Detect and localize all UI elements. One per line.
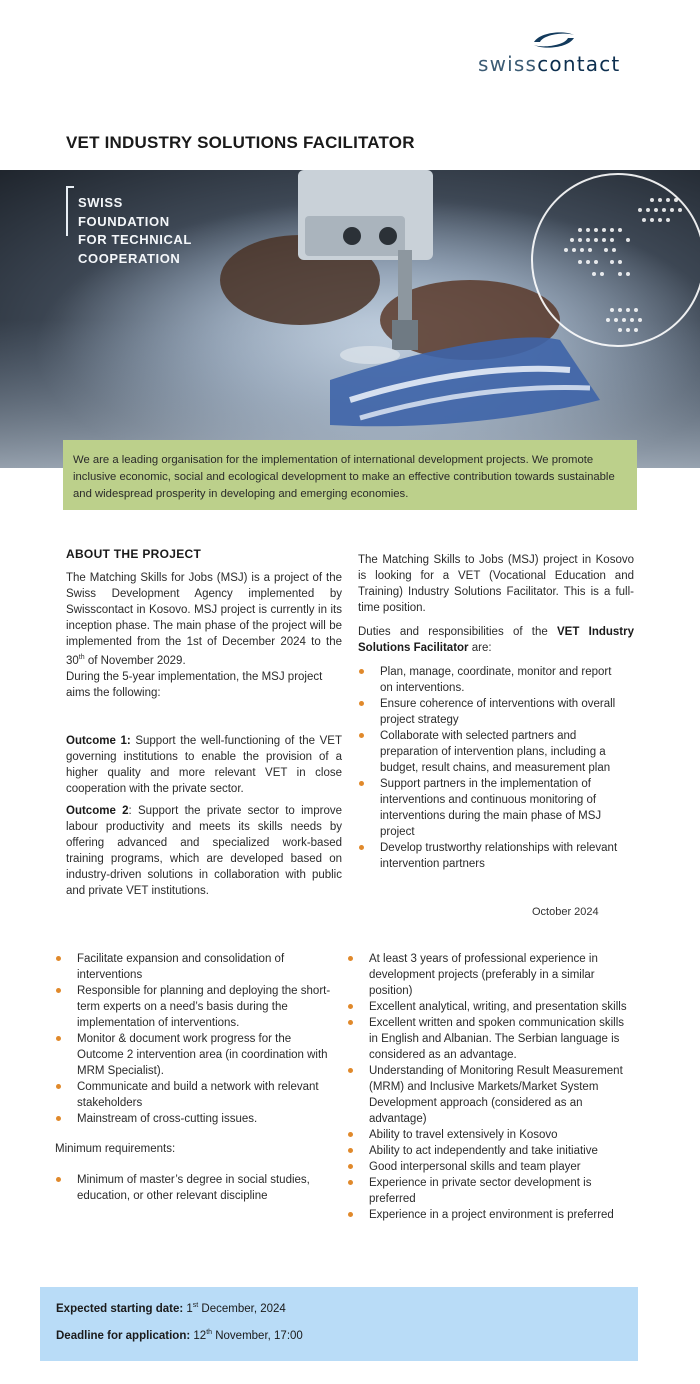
logo-wordmark: swisscontact (478, 52, 621, 76)
duties-list (358, 664, 620, 872)
logo-swoosh-icon (530, 30, 578, 50)
list-item: Excellent analytical, writing, and presentation skills (347, 999, 629, 1015)
about-paragraph: The Matching Skills for Jobs (MSJ) is a project of the Swiss Development Agency implemented by Swisscontact in Kosovo. MSJ project is currently in its inception phase. The main phase of the project will be implemented from the 1st of December 2024 to the 30th of November 2029. (66, 572, 342, 667)
list-item: Support partners in the implementation of interventions and continuous monitoring of interventions during the main phase of MSJ project (358, 776, 620, 840)
list-item: Ability to act independently and take initiative (347, 1143, 629, 1159)
list-item: Experience in private sector development is preferred (347, 1175, 629, 1207)
duties-intro: Duties and responsibilities of the VET Industry Solutions Facilitator are: (358, 626, 634, 654)
about-heading: ABOUT THE PROJECT (66, 547, 202, 561)
outcome-2: Outcome 2: Support the private sector to improve labour productivity and meets its skills needs by offering advanced and specialized work-based training programs, which are developed based on industry-driven solutions in collaboration with public and private VET institutions. (66, 804, 342, 897)
swisscontact-logo (478, 30, 630, 76)
list-item: At least 3 years of professional experience in development projects (preferably in a similar position) (347, 951, 629, 999)
application-info-box (40, 1287, 638, 1361)
outcome-1: Outcome 1: Support the well-functioning of the VET governing institutions to enable the provision of a higher quality and more relevant VET in close cooperation with the private sector. (66, 734, 342, 795)
application-deadline: Deadline for application: 12th November, 17:00 (56, 1328, 303, 1342)
list-item: Minimum of master’s degree in social studies, education, or other relevant discipline (55, 1172, 335, 1204)
list-item: Develop trustworthy relationships with relevant intervention partners (358, 840, 620, 872)
list-item: Ability to travel extensively in Kosovo (347, 1127, 629, 1143)
responsibilities-list (55, 951, 335, 1127)
position-section (358, 552, 634, 872)
list-item: Experience in a project environment is preferred (347, 1207, 629, 1223)
list-item: Excellent written and spoken communication skills in English and Albanian. The Serbian language is considered as an advantage. (347, 1015, 629, 1063)
list-item: Ensure coherence of interventions with overall project strategy (358, 696, 620, 728)
list-item: Facilitate expansion and consolidation of interventions (55, 951, 335, 983)
hero-image (0, 170, 700, 468)
requirements-list (55, 1172, 335, 1204)
list-item: Monitor & document work progress for the Outcome 2 intervention area (in coordination with MRM Specialist). (55, 1031, 335, 1079)
document-date: October 2024 (532, 906, 599, 918)
hero-bracket (66, 186, 74, 236)
start-date: Expected starting date: 1st December, 2024 (56, 1302, 286, 1315)
page-title: VET INDUSTRY SOLUTIONS FACILITATOR (66, 133, 415, 152)
intro-box: We are a leading organisation for the implementation of international development projects. We promote inclusive economic, social and ecological development to make an effective contribution towards sustainable and widespread prosperity in developing and emerging economies. (63, 440, 637, 510)
list-item: Communicate and build a network with relevant stakeholders (55, 1079, 335, 1111)
list-item: Mainstream of cross-cutting issues. (55, 1111, 335, 1127)
list-item: Responsible for planning and deploying the short-term experts on a need’s basis during the implementation of interventions. (55, 983, 335, 1031)
list-item: Good interpersonal skills and team player (347, 1159, 629, 1175)
hero-tagline: SWISS FOUNDATION FOR TECHNICAL COOPERATION (78, 195, 192, 266)
list-item: Collaborate with selected partners and preparation of intervention plans, including a budget, result chains, and measurement plan (358, 728, 620, 776)
requirements-list-2 (347, 951, 629, 1223)
list-item: Understanding of Monitoring Result Measurement (MRM) and Inclusive Markets/Market System Development approach (considered as an advantage) (347, 1063, 629, 1127)
about-aims: During the 5-year implementation, the MSJ project aims the following: (66, 670, 323, 699)
responsibilities-continued (55, 951, 335, 1204)
list-item: Plan, manage, coordinate, monitor and report on interventions. (358, 664, 620, 696)
position-intro: The Matching Skills to Jobs (MSJ) project in Kosovo is looking for a VET (Vocational Education and Training) Industry Solutions Facilitator. This is a full-time position. (358, 554, 634, 614)
min-requirements-heading: Minimum requirements: (55, 1143, 176, 1155)
requirements-continued (347, 951, 629, 1223)
about-project-section (66, 546, 342, 899)
